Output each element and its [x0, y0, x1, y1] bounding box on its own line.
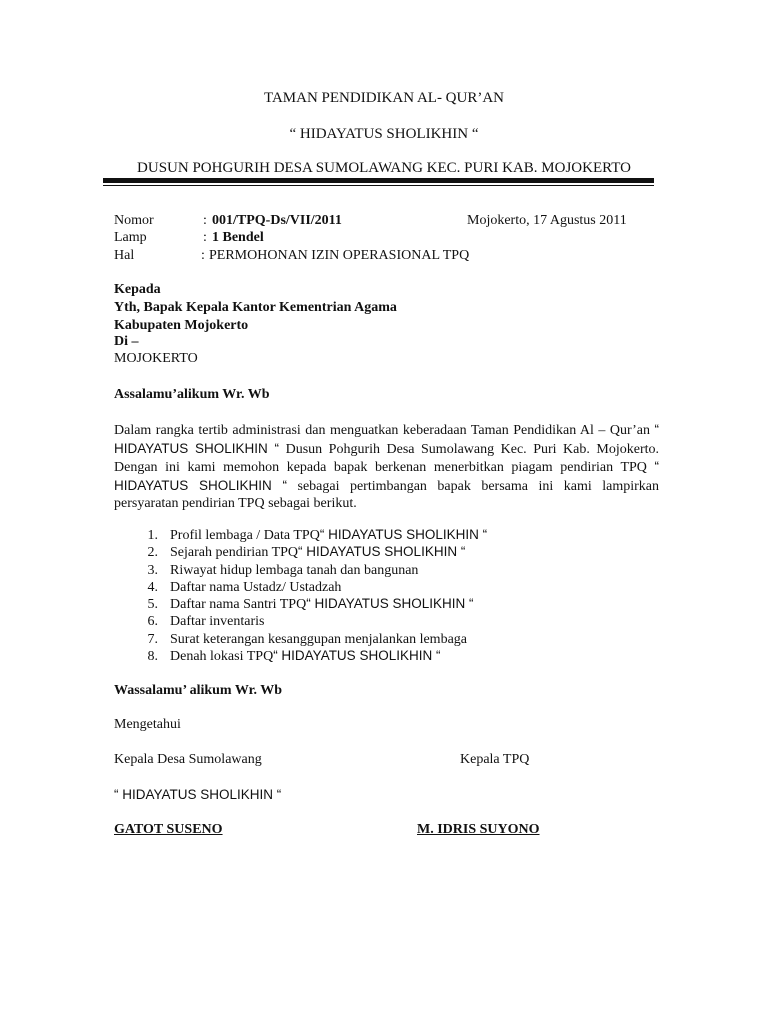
- letterhead-thick-rule: [103, 178, 654, 183]
- attachment-list: [114, 526, 487, 664]
- list-item: [114, 630, 487, 647]
- list-item-text: Denah lokasi TPQ: [170, 649, 274, 665]
- letterhead-title: TAMAN PENDIDIKAN AL- QUR’AN: [263, 90, 505, 106]
- nomor-value: 001/TPQ-Ds/VII/2011: [212, 213, 342, 228]
- list-item-org-name: “ HIDAYATUS SHOLIKHIN “: [298, 544, 466, 560]
- body-text-1: Dalam rangka tertib administrasi dan menguatkan keberadaan Taman Pendidikan Al – Qur’an: [114, 423, 655, 438]
- lamp-colon: :: [203, 230, 207, 245]
- greeting: Assalamu’alikum Wr. Wb: [114, 387, 270, 402]
- mengetahui: Mengetahui: [114, 717, 181, 732]
- list-item-org-name: “ HIDAYATUS SHOLIKHIN “: [306, 596, 474, 612]
- letterhead-org-name: “ HIDAYATUS SHOLIKHIN “: [289, 126, 479, 142]
- letterhead-thin-rule: [103, 185, 654, 186]
- list-item-number: 1.: [147, 528, 158, 543]
- lamp-value: 1 Bendel: [212, 230, 264, 245]
- list-item-text: Daftar nama Ustadz/ Ustadzah: [170, 579, 342, 595]
- recipient-city: MOJOKERTO: [114, 351, 198, 366]
- list-item-text: Surat keterangan kesanggupan menjalankan lembaga: [170, 631, 467, 647]
- letterhead-address: DUSUN POHGURIH DESA SUMOLAWANG KEC. PURI KAB. MOJOKERTO: [137, 160, 631, 176]
- list-item-number: 7.: [147, 631, 158, 647]
- list-item-org-name: “ HIDAYATUS SHOLIKHIN “: [319, 527, 488, 542]
- list-item-number: 4.: [147, 579, 158, 595]
- list-item-number: 3.: [147, 562, 158, 578]
- signature-right-name: M. IDRIS SUYONO: [417, 822, 540, 837]
- recipient-regency: Kabupaten Mojokerto: [114, 318, 249, 333]
- nomor-colon: :: [203, 213, 207, 228]
- list-item-text: Profil lembaga / Data TPQ: [170, 528, 320, 543]
- place-date: Mojokerto, 17 Agustus 2011: [467, 213, 627, 228]
- list-item: [114, 543, 487, 560]
- list-item-text: Daftar inventaris: [170, 614, 265, 630]
- list-item-number: 2.: [147, 545, 158, 561]
- nomor-label: Nomor: [114, 213, 154, 228]
- body-text-2: Dusun Pohgurih Desa Sumolawang Kec. Puri Kab. Mojokerto. Dengan ini kami memohon kepada bapak berkenan menerbitkan piagam pendirian TPQ: [114, 441, 659, 476]
- list-item-text: Riwayat hidup lembaga tanah dan bangunan: [170, 562, 419, 578]
- closing: Wassalamu’ alikum Wr. Wb: [114, 683, 283, 698]
- signature-left-name: GATOT SUSENO: [114, 822, 223, 837]
- list-item: [114, 612, 487, 629]
- recipient-office: Yth, Bapak Kepala Kantor Kementrian Agama: [114, 300, 397, 315]
- list-item-number: 5.: [147, 597, 158, 613]
- hal-label: Hal: [114, 248, 135, 263]
- recipient-kepada: Kepada: [114, 282, 161, 297]
- list-item-text: Daftar nama Santri TPQ: [170, 597, 307, 613]
- hal-colon: :: [201, 248, 205, 263]
- list-item: [114, 595, 487, 612]
- list-item-number: 6.: [147, 614, 158, 630]
- list-item: [114, 647, 487, 664]
- signature-org-line: “ HIDAYATUS SHOLIKHIN “: [114, 787, 282, 802]
- signature-right-title: Kepala TPQ: [460, 752, 530, 767]
- body-paragraph: [114, 421, 659, 513]
- body-text-3: sebagai pertimbangan bapak bersama ini kami lampirkan persyaratan pendirian TPQ sebagai berikut.: [114, 478, 659, 512]
- list-item-text: Sejarah pendirian TPQ: [170, 545, 299, 561]
- list-item: [114, 561, 487, 578]
- signature-left-title: Kepala Desa Sumolawang: [114, 752, 262, 767]
- body-org-name-1: “ HIDAYATUS SHOLIKHIN “: [114, 422, 659, 456]
- lamp-label: Lamp: [114, 230, 147, 245]
- list-item: [114, 578, 487, 595]
- list-item: [114, 526, 487, 543]
- list-item-number: 8.: [147, 649, 158, 665]
- body-org-name-2: “ HIDAYATUS SHOLIKHIN “: [114, 459, 659, 493]
- recipient-di: Di –: [114, 334, 139, 349]
- hal-value: PERMOHONAN IZIN OPERASIONAL TPQ: [209, 248, 470, 263]
- list-item-org-name: “ HIDAYATUS SHOLIKHIN “: [273, 648, 441, 664]
